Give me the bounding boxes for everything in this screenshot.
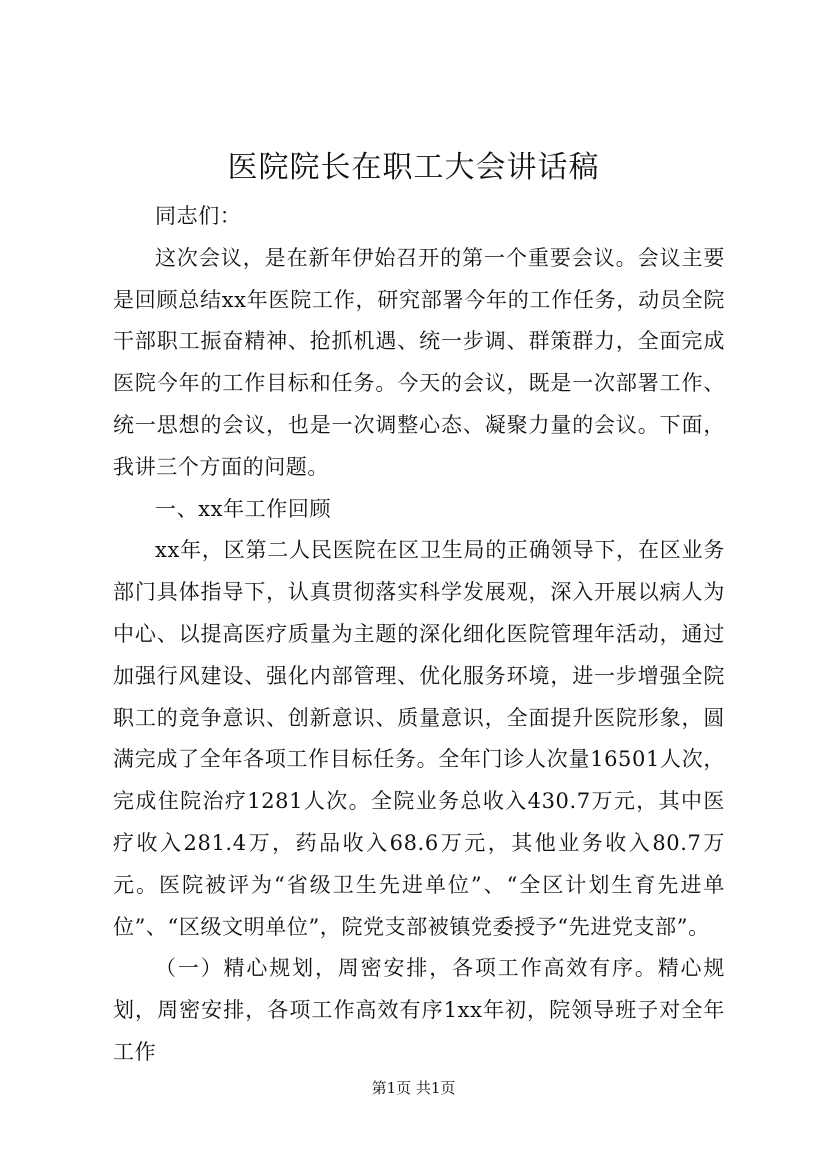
- review-paragraph: xx年，区第二人民医院在区卫生局的正确领导下，在区业务部门具体指导下，认真贯彻落实科学发展观，深入开展以病人为中心、以提高医疗质量为主题的深化细化医院管理年活动，通过加强行风建设、强化内部管理、优化服务环境，进一步增强全院职工的竞争意识、创新意识、质量意识，全面提升医院形象，圆满完成了全年各项工作目标任务。全年门诊人次量16501人次，完成住院治疗1281人次。全院业务总收入430.7万元，其中医疗收入281.4万，药品收入68.6万元，其他业务收入80.7万元。医院被评为“省级卫生先进单位”、“全区计划生育先进单位”、“区级文明单位”，院党支部被镇党委授予“先进党支部”。: [113, 538, 725, 939]
- document-body: [113, 196, 725, 1074]
- intro-paragraph: 这次会议，是在新年伊始召开的第一个重要会议。会议主要是回顾总结xx年医院工作，研究部署今年的工作任务，动员全院干部职工振奋精神、抢抓机遇、统一步调、群策群力，全面完成医院今年的工作目标和任务。今天的会议，既是一次部署工作、统一思想的会议，也是一次调整心态、凝聚力量的会议。下面，我讲三个方面的问题。: [113, 245, 725, 479]
- page-footer: 第1页 共1页: [371, 1079, 456, 1097]
- section-heading: 一、xx年工作回顾: [155, 496, 332, 521]
- document-title: 医院院长在职工大会讲话稿: [227, 150, 600, 185]
- subsection-paragraph: （一）精心规划，周密安排，各项工作高效有序。精心规划，周密安排，各项工作高效有序1xx年初，院领导班子对全年工作: [113, 956, 725, 1064]
- salutation-paragraph: 同志们：: [155, 204, 242, 228]
